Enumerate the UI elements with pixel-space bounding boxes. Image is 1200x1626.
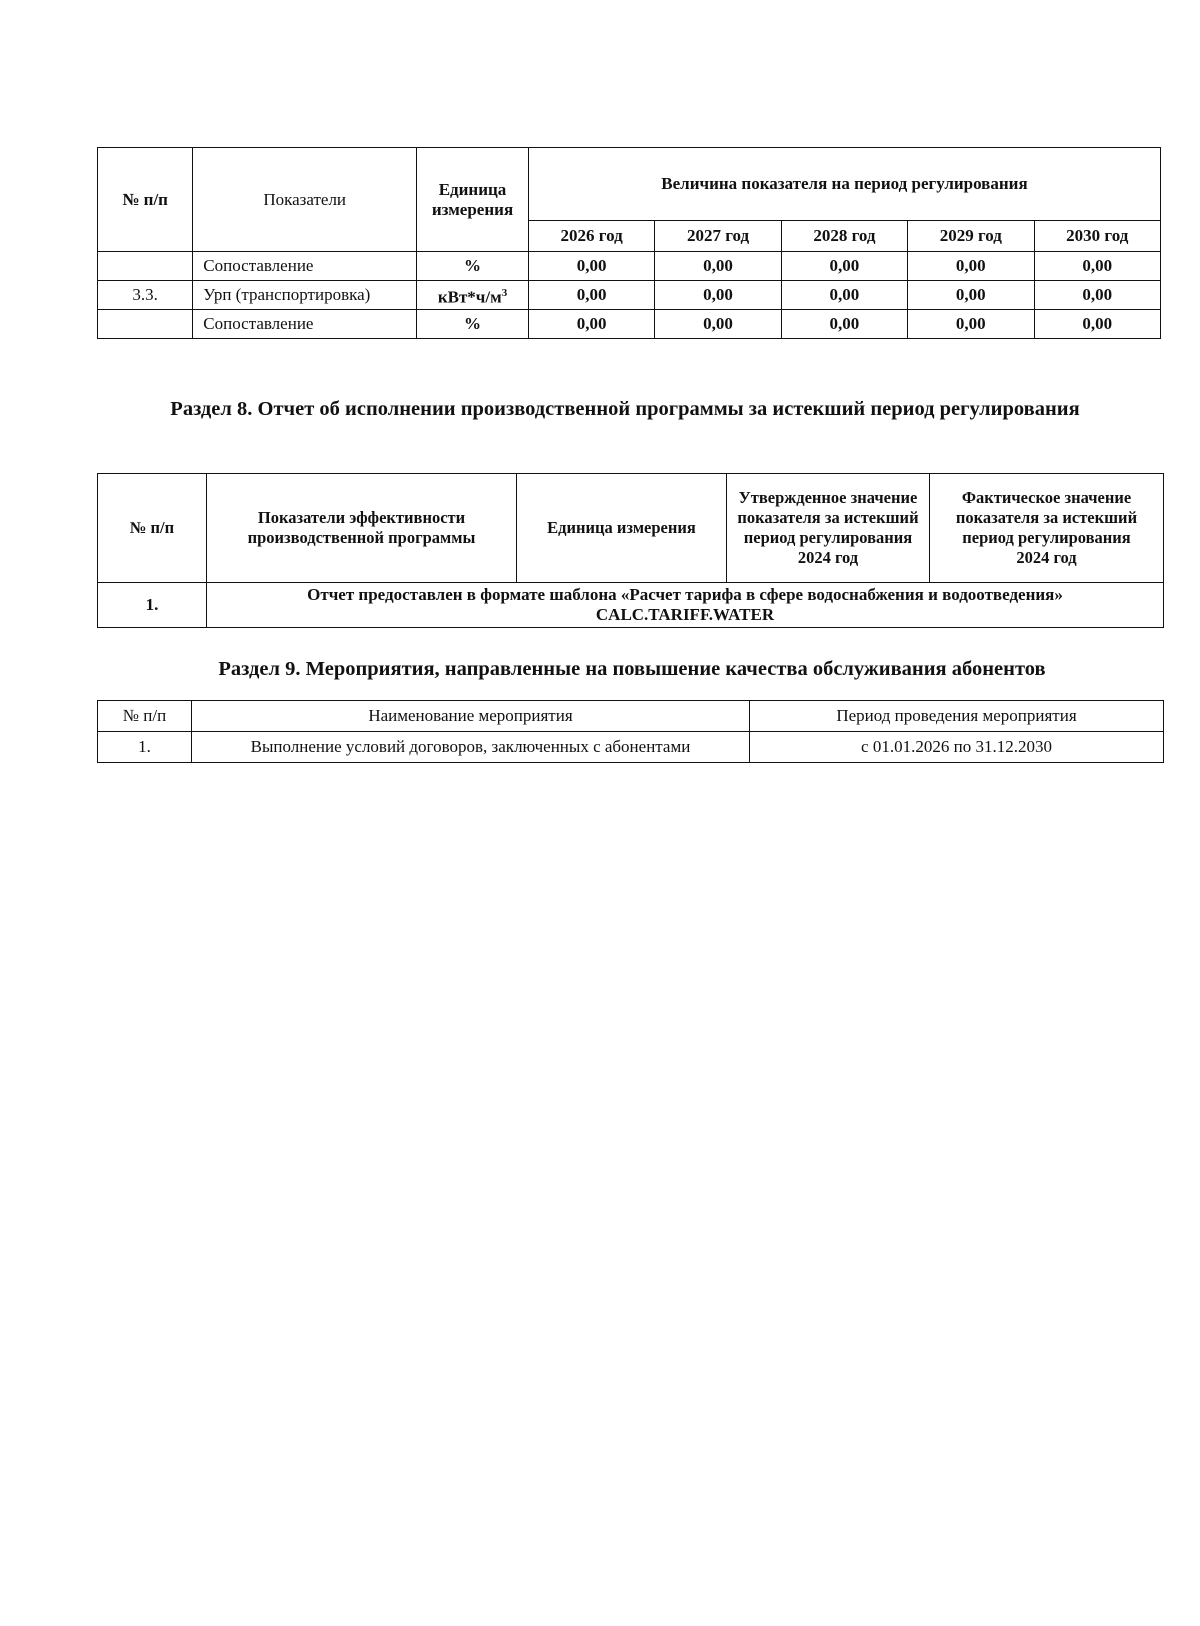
row-value: 0,00: [655, 310, 781, 339]
table-row: [98, 732, 1164, 763]
table-row: [98, 281, 1161, 310]
header-num: № п/п: [98, 701, 192, 732]
row-value: 0,00: [781, 281, 907, 310]
row-value: 0,00: [1034, 281, 1161, 310]
table-row: [98, 310, 1161, 339]
row-num: [98, 252, 193, 281]
header-approved-text: Утвержденное значение показателя за истекший период регулирования: [737, 488, 919, 547]
row-value: 0,00: [908, 252, 1034, 281]
row-value: 0,00: [781, 310, 907, 339]
header-unit: Единица измерения: [517, 474, 727, 583]
header-year: 2026 год: [528, 221, 654, 252]
indicators-table: [97, 147, 1161, 339]
table-row: [98, 252, 1161, 281]
row-name: Сопоставление: [193, 252, 417, 281]
row-value: 0,00: [528, 252, 654, 281]
row-value: 0,00: [908, 281, 1034, 310]
row-unit: %: [417, 252, 529, 281]
header-indicators: Показатели эффективности производственной программы: [207, 474, 517, 583]
row-value: 0,00: [1034, 252, 1161, 281]
row-value: 0,00: [655, 252, 781, 281]
section-9-table: [97, 700, 1164, 763]
header-year: 2027 год: [655, 221, 781, 252]
row-unit: %: [417, 310, 529, 339]
row-unit: [417, 281, 529, 310]
row-num: 1.: [98, 583, 207, 628]
report-note-line1: Отчет предоставлен в формате шаблона «Расчет тарифа в сфере водоснабжения и водоотведения»: [307, 585, 1063, 604]
row-num: 1.: [98, 732, 192, 763]
row-name: Урп (транспортировка): [193, 281, 417, 310]
header-year: 2030 год: [1034, 221, 1161, 252]
header-approved: [727, 474, 930, 583]
header-num: № п/п: [98, 148, 193, 252]
section-8-table: [97, 473, 1164, 628]
row-value: 0,00: [781, 252, 907, 281]
header-period: Период проведения мероприятия: [750, 701, 1164, 732]
header-unit: Единица измерения: [417, 148, 529, 252]
header-approved-year: 2024 год: [797, 548, 859, 567]
row-num: 3.3.: [98, 281, 193, 310]
header-year: 2028 год: [781, 221, 907, 252]
row-unit-sup: 3: [501, 286, 508, 299]
row-num: [98, 310, 193, 339]
table-row: [98, 583, 1164, 628]
header-name: Наименование мероприятия: [192, 701, 750, 732]
report-note-line2: CALC.TARIFF.WATER: [595, 605, 775, 624]
row-value: 0,00: [528, 281, 654, 310]
row-unit-text: кВт*ч/м: [437, 287, 502, 307]
row-name: Выполнение условий договоров, заключенных с абонентами: [192, 732, 750, 763]
header-actual-year: 2024 год: [1016, 548, 1077, 567]
header-year: 2029 год: [908, 221, 1034, 252]
row-value: 0,00: [1034, 310, 1161, 339]
header-num: № п/п: [98, 474, 207, 583]
header-period: Величина показателя на период регулирования: [528, 148, 1160, 221]
row-name: Сопоставление: [193, 310, 417, 339]
row-value: 0,00: [908, 310, 1034, 339]
row-value: 0,00: [655, 281, 781, 310]
section-8-title: Раздел 8. Отчет об исполнении производственной программы за истекший период регулирования: [170, 398, 1080, 420]
header-actual: [930, 474, 1164, 583]
header-indicators: Показатели: [193, 148, 417, 252]
row-period: с 01.01.2026 по 31.12.2030: [750, 732, 1164, 763]
report-note: [207, 583, 1164, 628]
header-actual-text: Фактическое значение показателя за истекший период регулирования: [955, 488, 1138, 547]
row-value: 0,00: [528, 310, 654, 339]
section-9-title: Раздел 9. Мероприятия, направленные на повышение качества обслуживания абонентов: [218, 658, 1046, 680]
